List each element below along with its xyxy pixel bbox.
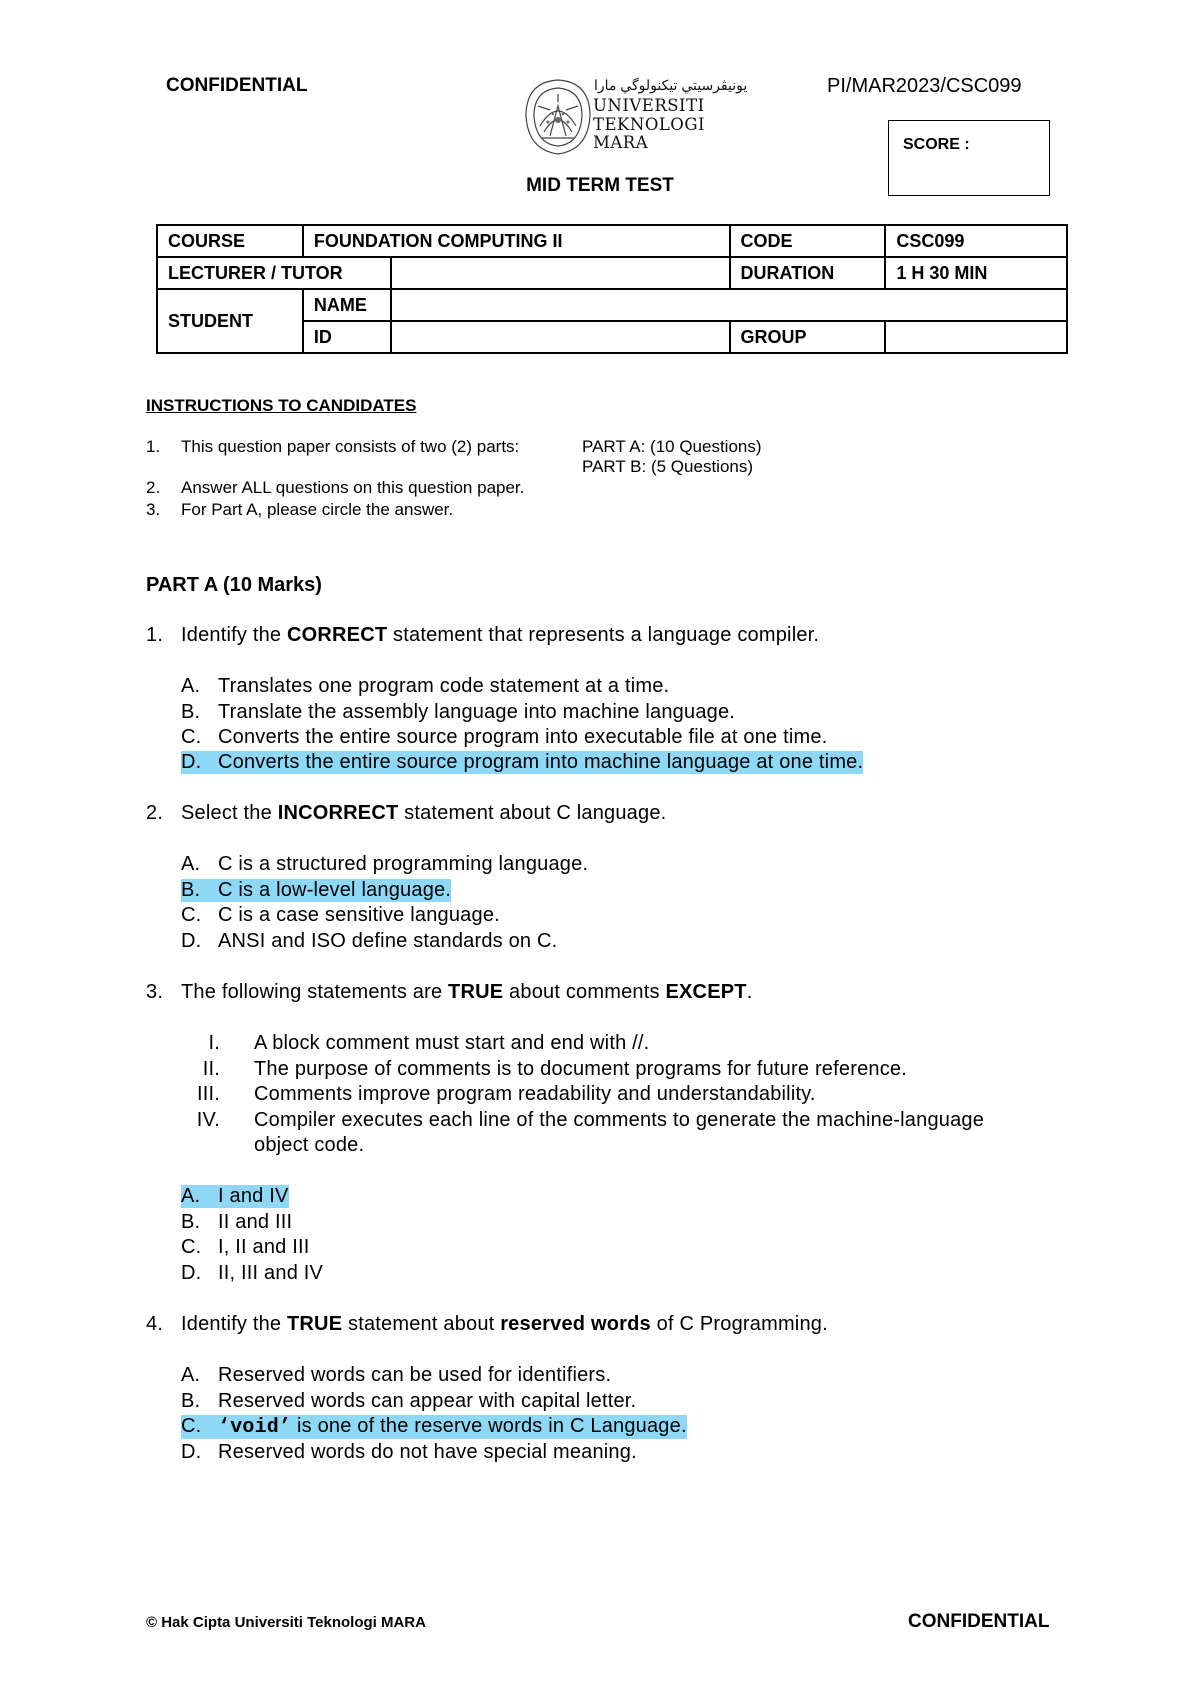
option-letter: C. [181, 1236, 202, 1258]
instructions-title: INSTRUCTIONS TO CANDIDATES [146, 396, 417, 415]
q1-option-b[interactable] [181, 701, 735, 724]
q-text: . [746, 981, 753, 1003]
option-text: Reserved words can appear with capital letter. [218, 1390, 637, 1412]
q-keyword: INCORRECT [277, 802, 399, 824]
q2-option-b-highlighted[interactable] [181, 879, 451, 902]
q-keyword: CORRECT [287, 624, 388, 646]
logo-wordmark [593, 97, 705, 153]
option-text: I, II and III [218, 1236, 310, 1258]
option-text: I and IV [218, 1185, 289, 1207]
option-letter: A. [181, 675, 201, 697]
q1-option-c[interactable] [181, 726, 827, 749]
question-number: 3. [146, 981, 164, 1003]
question-number: 1. [146, 624, 164, 646]
instruction-text: For Part A, please circle the answer. [181, 500, 454, 519]
q-keyword: TRUE [448, 981, 504, 1003]
option-letter: B. [181, 701, 201, 723]
option-text: Reserved words do not have special meaning. [218, 1441, 637, 1463]
option-letter: D. [181, 930, 202, 952]
q-text: Identify the [181, 624, 287, 646]
page-title: MID TERM TEST [526, 175, 674, 196]
q-text: of C Programming. [650, 1313, 828, 1335]
q4-option-d[interactable] [181, 1441, 637, 1464]
group-field[interactable] [885, 321, 1067, 353]
option-letter: C. [181, 904, 202, 926]
id-label: ID [303, 321, 391, 353]
option-letter: B. [181, 1390, 201, 1412]
q3-option-d[interactable] [181, 1262, 323, 1285]
confidential-footer: CONFIDENTIAL [908, 1611, 1050, 1632]
option-text: is one of the reserve words in C Language. [291, 1415, 687, 1437]
q4-option-a[interactable] [181, 1364, 611, 1387]
id-field[interactable] [391, 321, 730, 353]
course-value: FOUNDATION COMPUTING II [303, 225, 730, 257]
lecturer-field[interactable] [391, 257, 730, 289]
statement-text: Comments improve program readability and understandability. [254, 1083, 816, 1105]
statement-text: The purpose of comments is to document programs for future reference. [254, 1058, 907, 1080]
logo-jawi-text: ﯾﻮﻧﻴﭭﺮﺳﻴﺘﻲ ﺗﻴﻜﻨﻮﻟﻮﮔﻲ مارا [594, 77, 748, 93]
name-field[interactable] [391, 289, 1067, 321]
instruction-text: Answer ALL questions on this question paper. [181, 478, 525, 497]
q2-option-a[interactable] [181, 853, 588, 876]
table-row [157, 225, 1067, 257]
option-letter: B. [181, 879, 201, 901]
part-a-title: PART A (10 Marks) [146, 574, 322, 596]
q4-option-c-highlighted[interactable] [181, 1415, 687, 1439]
instruction-num: 2. [146, 478, 161, 497]
q4-option-b[interactable] [181, 1390, 636, 1413]
part-a-count: PART A: (10 Questions) [582, 437, 762, 456]
question-number: 2. [146, 802, 164, 824]
logo-line-2: TEKNOLOGI [593, 114, 706, 134]
logo-line-3: MARA [593, 133, 649, 152]
option-letter: B. [181, 1211, 201, 1233]
q-text: The following statements are [181, 981, 449, 1003]
q-keyword: EXCEPT [665, 981, 747, 1003]
q3-option-b[interactable] [181, 1211, 292, 1234]
code-value: CSC099 [885, 225, 1067, 257]
roman-numeral: II. [202, 1058, 220, 1080]
option-letter: D. [181, 1441, 202, 1463]
option-letter: C. [181, 1415, 202, 1437]
q1-option-d-highlighted[interactable] [181, 751, 863, 774]
option-code: ‘void’ [218, 1416, 292, 1439]
instruction-num: 3. [146, 500, 161, 519]
option-text: Reserved words can be used for identifiers. [218, 1364, 612, 1386]
confidential-header: CONFIDENTIAL [166, 75, 308, 96]
q2-option-c[interactable] [181, 904, 500, 927]
question-4-text [181, 1313, 828, 1336]
name-label: NAME [303, 289, 391, 321]
option-text: C is a structured programming language. [218, 853, 589, 875]
part-b-count: PART B: (5 Questions) [582, 457, 754, 476]
duration-value: 1 H 30 MIN [885, 257, 1067, 289]
course-label: COURSE [157, 225, 303, 257]
question-2-text [181, 802, 666, 825]
roman-numeral: I. [208, 1032, 220, 1054]
statement-text: A block comment must start and end with //. [254, 1032, 650, 1054]
q-text: Identify the [181, 1313, 287, 1335]
statement-text: Compiler executes each line of the comments to generate the machine-language [254, 1109, 985, 1131]
student-label: STUDENT [157, 289, 303, 353]
option-letter: A. [181, 853, 201, 875]
option-text: Translates one program code statement at a time. [218, 675, 670, 697]
q-text: about comments [503, 981, 666, 1003]
instruction-num: 1. [146, 437, 161, 456]
option-text: II and III [218, 1211, 293, 1233]
statement-text-cont: object code. [254, 1134, 365, 1156]
q1-option-a[interactable] [181, 675, 669, 698]
option-text: II, III and IV [218, 1262, 324, 1284]
option-letter: D. [181, 751, 202, 773]
group-label: GROUP [730, 321, 886, 353]
q-text: statement about [342, 1313, 501, 1335]
option-text: Converts the entire source program into machine language at one time. [218, 751, 864, 773]
roman-numeral: III. [196, 1083, 220, 1105]
option-text: Translate the assembly language into machine language. [218, 701, 736, 723]
course-info-table [156, 224, 1068, 354]
question-1-text [181, 624, 819, 647]
option-letter: D. [181, 1262, 202, 1284]
q3-option-c[interactable] [181, 1236, 310, 1259]
option-letter: A. [181, 1185, 201, 1207]
option-text: ANSI and ISO define standards on C. [218, 930, 558, 952]
code-label: CODE [730, 225, 886, 257]
copyright-footer: © Hak Cipta Universiti Teknologi MARA [146, 1614, 426, 1631]
q-text: Select the [181, 802, 278, 824]
option-text: Converts the entire source program into executable file at one time. [218, 726, 828, 748]
score-label: SCORE : [903, 136, 970, 153]
roman-numeral: IV. [196, 1109, 220, 1131]
logo-line-1: UNIVERSITI [593, 96, 705, 115]
option-letter: A. [181, 1364, 201, 1386]
q-keyword: TRUE [287, 1313, 343, 1335]
q-keyword: reserved words [500, 1313, 651, 1335]
instruction-text: This question paper consists of two (2) parts: [181, 437, 520, 456]
option-letter: C. [181, 726, 202, 748]
question-number: 4. [146, 1313, 164, 1335]
question-3-text [181, 981, 752, 1004]
q3-option-a-highlighted[interactable] [181, 1185, 289, 1208]
lecturer-label: LECTURER / TUTOR [157, 257, 391, 289]
q-text: statement about C language. [398, 802, 667, 824]
paper-reference: PI/MAR2023/CSC099 [827, 75, 1022, 97]
table-row [157, 257, 1067, 289]
q2-option-d[interactable] [181, 930, 557, 953]
option-text: C is a case sensitive language. [218, 904, 500, 926]
duration-label: DURATION [730, 257, 886, 289]
table-row [157, 289, 1067, 321]
option-text: C is a low-level language. [218, 879, 452, 901]
q-text: statement that represents a language compiler. [387, 624, 820, 646]
